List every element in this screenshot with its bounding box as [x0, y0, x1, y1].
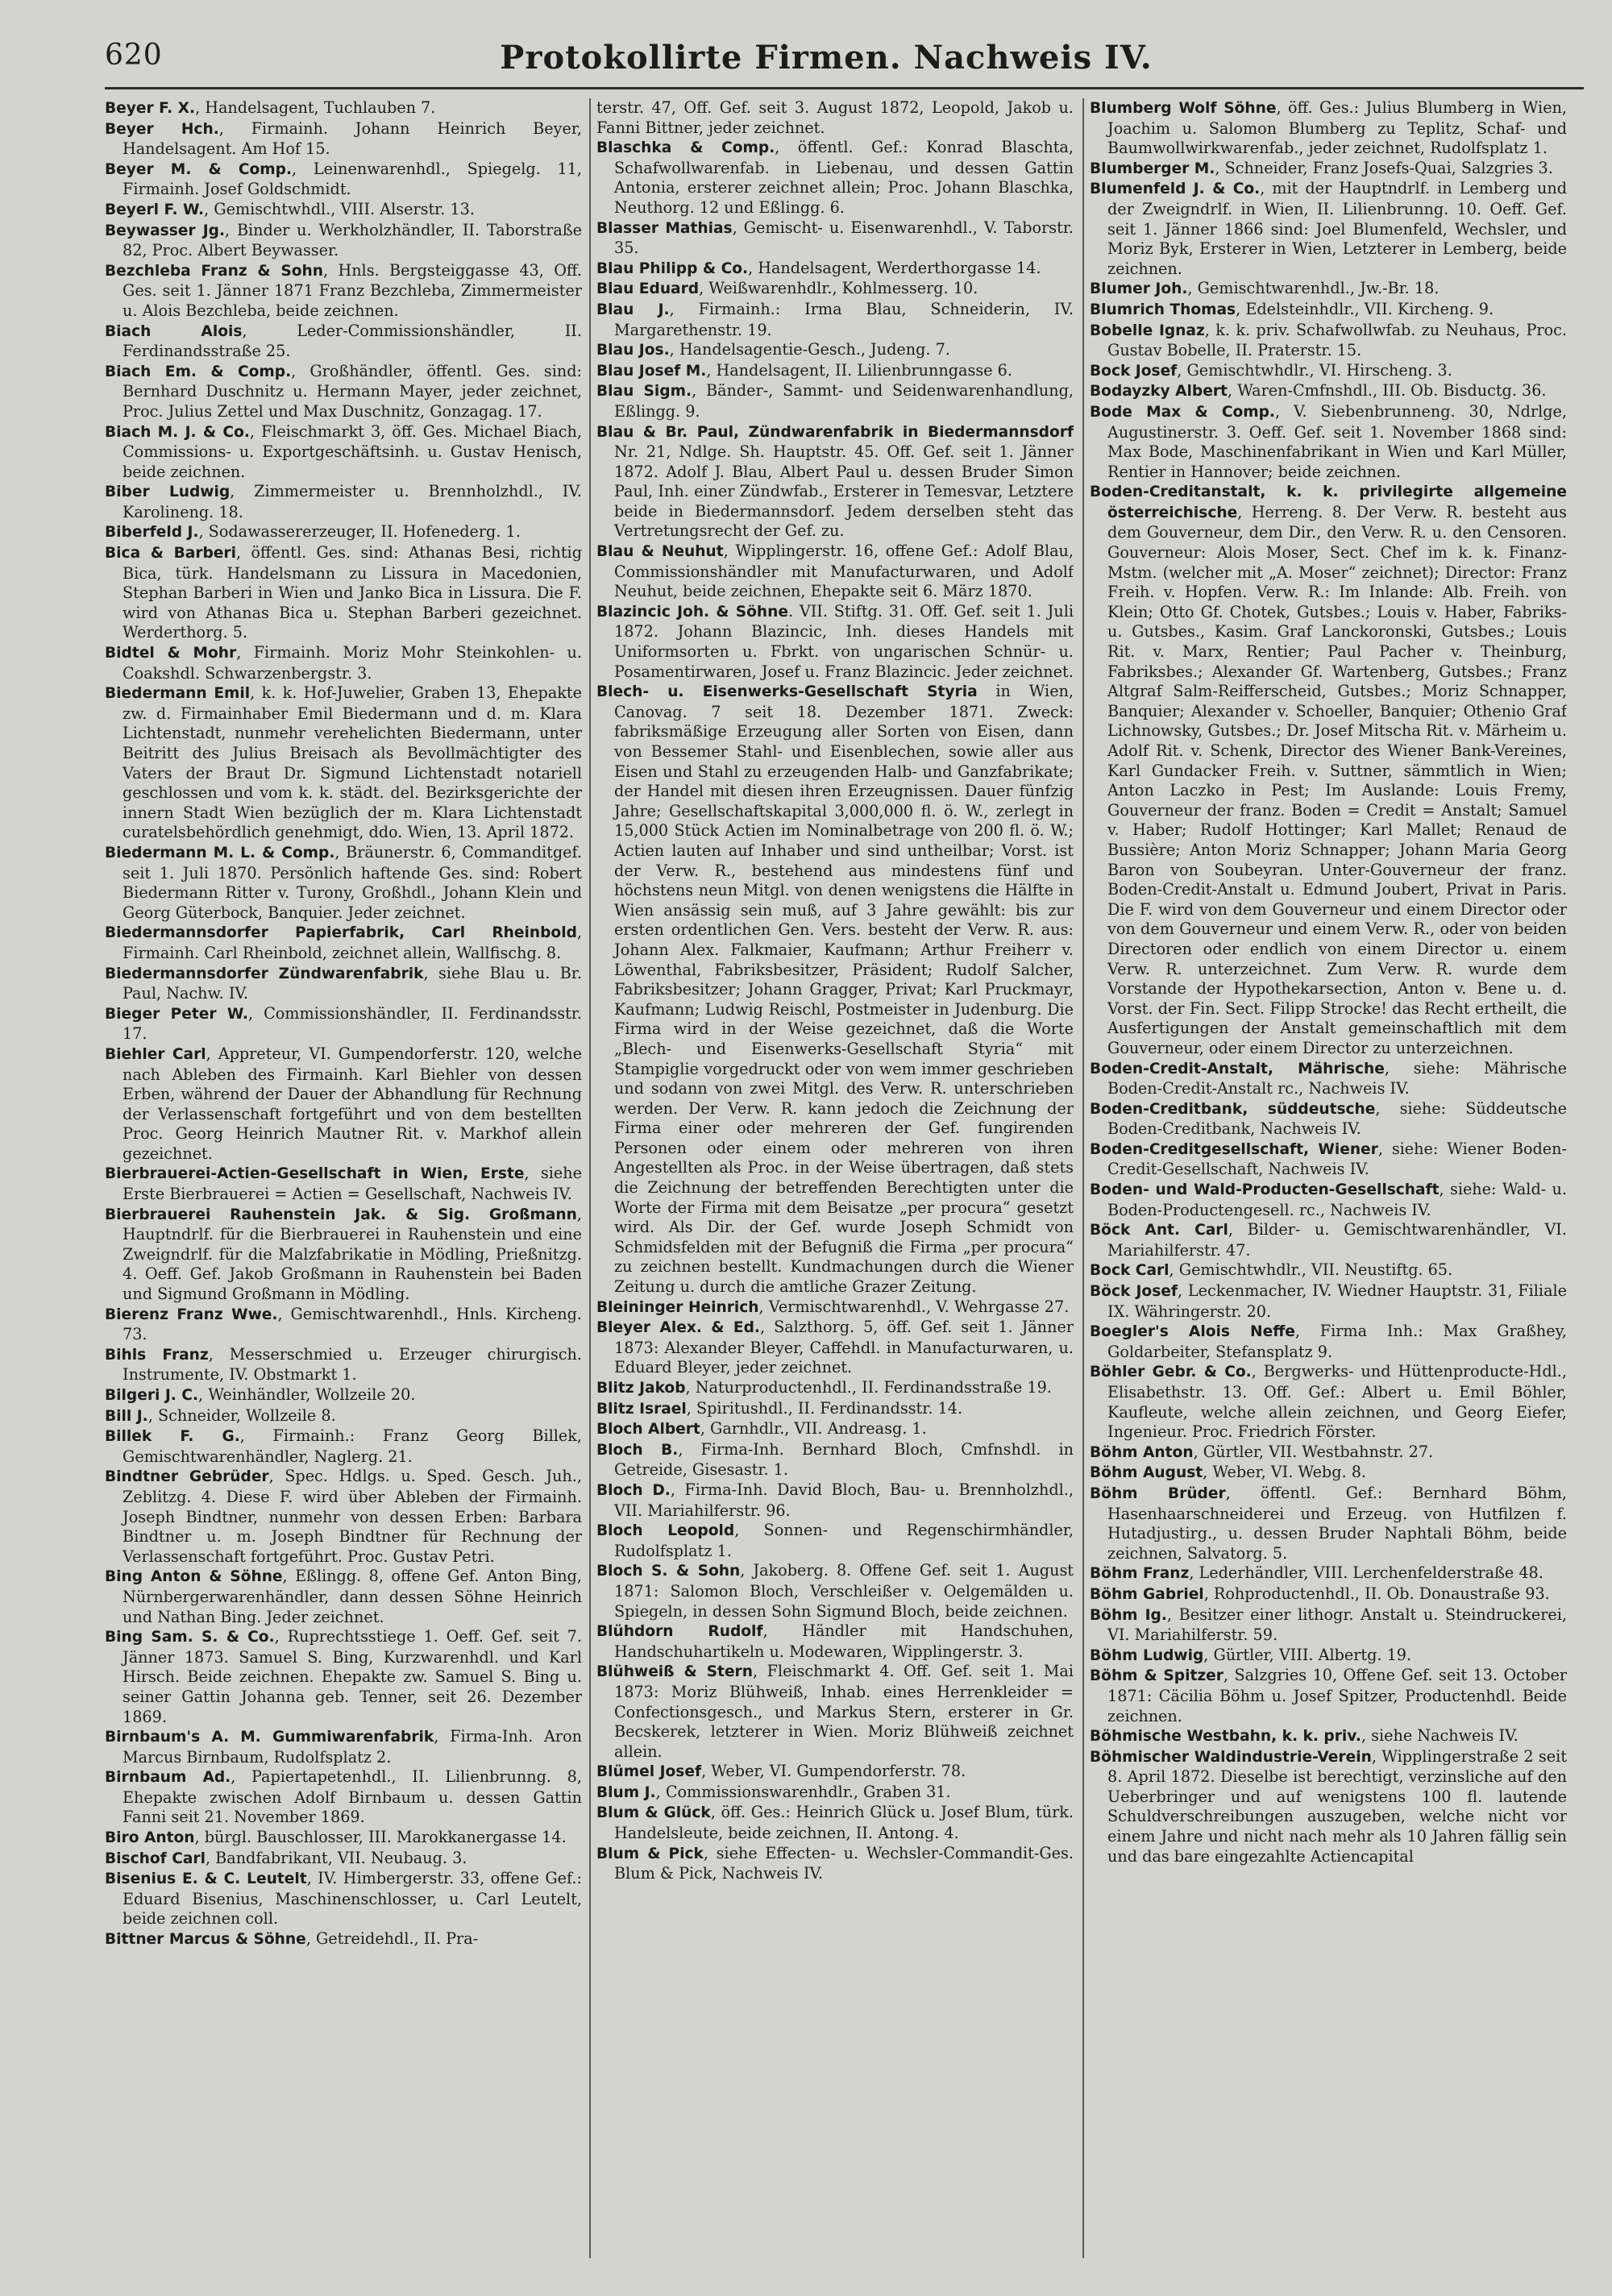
firm-details: , Eßlingg. 8, offene Gef. Anton Bing, Nürnbergerwarenhändler, dann dessen Söhne Heinrich und Nathan Bing. Jeder zeichnet.	[123, 1567, 582, 1626]
directory-entry	[105, 221, 582, 261]
firm-name: Bisenius E. & C. Leutelt	[105, 1870, 307, 1888]
firm-name: Bock Carl	[1090, 1262, 1170, 1280]
directory-entry	[1090, 1180, 1567, 1220]
firm-details: , Handelsagent, II. Lilienbrunngasse 6.	[706, 360, 1012, 380]
directory-entry	[596, 1561, 1074, 1621]
directory-entry	[105, 362, 582, 422]
directory-entry	[1090, 300, 1567, 321]
firm-name: Biach M. J. & Co.	[105, 423, 250, 441]
directory-entry	[596, 542, 1074, 602]
firm-details: , Waren-Cmfnshdl., III. Ob. Bisductg. 36.	[1227, 381, 1547, 401]
directory-entry	[596, 682, 1074, 1297]
firm-details: , Lederhändler, VIII. Lerchenfelderstraße 48.	[1189, 1563, 1543, 1583]
firm-details: , Gemischtwarenhdl., Hnls. Kircheng. 73.	[123, 1304, 582, 1344]
firm-details: , Edelsteinhdlr., VII. Kircheng. 9.	[1236, 299, 1494, 318]
firm-details: , siehe: Wiener Boden-Credit-Gesellschaft, Nachweis IV.	[1107, 1139, 1567, 1179]
firm-details: , Fleischmarkt 4. Off. Gef. seit 1. Mai 1873: Moriz Blühweiß, Inhab. eines Herrenkleider = Confectionsgesch., und Markus Stern, ersterer in Gr. Becskerek, letzterer in Wien. Moriz Blühweiß zeichnet allein.	[614, 1662, 1074, 1761]
firm-name: Blumenfeld J. & Co.	[1090, 181, 1261, 198]
directory-entry	[105, 1767, 582, 1828]
firm-name: Böhm Anton	[1090, 1443, 1194, 1461]
directory-entry	[1090, 1584, 1567, 1605]
firm-name: Böck Ant. Carl	[1090, 1222, 1228, 1239]
firm-name: Bezchleba Franz & Sohn	[105, 262, 324, 280]
firm-details: , siehe Effecten- u. Wechsler-Commandit-Ges. Blum & Pick, Nachweis IV.	[614, 1843, 1074, 1883]
directory-entry	[596, 1378, 1074, 1399]
firm-details: , V. Siebenbrunneng. 30, Ndrlge, Augustinerstr. 3. Oeff. Gef. seit 1. November 1868 sind: Max Bode, Maschinenfabrikant in Wien und Karl Müller, Rentier in Hannover; beide zeichnen.	[1107, 401, 1567, 481]
directory-entry	[596, 279, 1074, 300]
directory-entry	[596, 1783, 1074, 1804]
firm-details: , Wipplingerstr. 16, offene Gef.: Adolf Blau, Commissionshändler mit Manufacturwaren, und Adolf Neuhut, beide zeichnen, Ehepakte seit 6. März 1870.	[614, 542, 1074, 601]
firm-details: , Bergwerks- und Hüttenproducte-Hdl., Elisabethstr. 13. Off. Gef.: Albert u. Emil Böhler, Kaufleute, welche allein zeichnen, und Georg Eiefer, Ingenieur. Proc. Friedrich Förster.	[1107, 1362, 1567, 1442]
firm-name: Bischof Carl	[105, 1850, 206, 1867]
firm-details: , Sodawassererzeuger, II. Hofenederg. 1.	[198, 522, 521, 542]
directory-entry	[1090, 279, 1567, 300]
firm-name: Bing Anton & Söhne	[105, 1568, 283, 1586]
directory-entry	[596, 1762, 1074, 1783]
firm-name: Blau & Neuhut	[596, 543, 724, 561]
directory-entry	[596, 138, 1074, 218]
directory-entry	[1090, 1666, 1567, 1726]
directory-entry	[105, 1044, 582, 1165]
firm-details: , Firma-Inh. David Bloch, Bau- u. Brennholzhdl., VII. Mariahilferstr. 96.	[614, 1480, 1074, 1520]
directory-entry	[105, 1828, 582, 1849]
firm-details: , Leder-Commissionshändler, II. Ferdinandsstraße 25.	[123, 321, 582, 361]
directory-entry	[105, 200, 582, 221]
firm-details: , öffentl. Ges. sind: Athanas Besi, richtig Bica, türk. Handelsmann zu Lissura in Macedonien, Stephan Barberi in Wien und Janko Bica in Lissura. Die F. wird von Athanas Bica u. Stephan Barberi gezeichnet. Werderthorg. 5.	[123, 543, 582, 642]
firm-details: , Appreteur, VI. Gumpendorferstr. 120, welche nach Ableben des Firmainh. Karl Biehler von dessen Erben, während der Dauer der Abhandlung für Rechnung der Verlassenschaft fortgeführt und von dem bestellten Proc. Georg Heinrich Mautner Rit. v. Markhof allein gezeichnet.	[123, 1044, 582, 1163]
firm-details: , Getreidehdl., II. Pra-	[305, 1929, 479, 1949]
firm-details: , siehe: Mährische Boden-Credit-Anstalt rc., Nachweis IV.	[1107, 1058, 1567, 1098]
firm-name: Blumberger M.	[1090, 160, 1215, 177]
firm-details: , Ruprechtsstiege 1. Oeff. Gef. seit 7. Jänner 1873. Samuel S. Bing, Kurzwarenhdl. und Karl Hirsch. Beide zeichnen. Ehepakte zw. Samuel S. Bing u. seiner Gattin Johanna geb. Tenner, seit 26. Dezember 1869.	[123, 1627, 582, 1726]
firm-details: , Leinenwarenhdl., Spiegelg. 11, Firmainh. Josef Goldschmidt.	[123, 159, 582, 199]
firm-name: Blumrich Thomas	[1090, 301, 1236, 318]
firm-name: Biedermann M. L. & Comp.	[105, 844, 335, 862]
firm-name: Bittner Marcus & Söhne	[105, 1931, 306, 1949]
directory-entry	[596, 1844, 1074, 1884]
firm-details: , Leckenmacher, IV. Wiedner Hauptstr. 31, Filiale IX. Währingerstr. 20.	[1107, 1281, 1567, 1321]
directory-entry	[105, 643, 582, 683]
firm-name: Blech- u. Eisenwerks-Gesellschaft Styria	[596, 683, 978, 701]
firm-name: Bill J.	[105, 1407, 148, 1425]
firm-details: , mit der Hauptndrlf. in Lemberg und der Zweigndrlf. in Wien, II. Lilienbrunng. 10. Oeff. Gef. seit 1. Jänner 1866 sind: Joel Blumenfeld, Wechsler, und Moriz Byk, Ersterer in Wien, Letzterer in Lemberg, beide zeichnen.	[1107, 179, 1567, 278]
directory-entry	[1090, 1322, 1567, 1362]
directory-entry	[1090, 1059, 1567, 1099]
directory-entry	[105, 1205, 582, 1305]
directory-entry	[105, 522, 582, 543]
firm-details: , Firma Inh.: Max Graßhey, Goldarbeiter, Stefansplatz 9.	[1107, 1322, 1567, 1361]
firm-details: , Händler mit Handschuhen, Handschuhartikeln u. Modewaren, Wipplingerstr. 3.	[614, 1621, 1074, 1661]
firm-name: Beyerl F. W.	[105, 201, 205, 218]
directory-entry	[105, 1426, 582, 1467]
page-header	[105, 39, 1548, 79]
firm-name: Blasser Mathias	[596, 219, 733, 237]
directory-entry	[105, 160, 582, 200]
firm-details: , Spiritushdl., II. Ferdinandsstr. 14.	[686, 1398, 963, 1418]
column-divider	[589, 98, 591, 2258]
directory-entry	[596, 602, 1074, 682]
directory-entry	[596, 1318, 1074, 1378]
firm-details: , Weber, VI. Webg. 8.	[1203, 1463, 1366, 1482]
firm-details: , Schneider, Wollzeile 8.	[147, 1405, 336, 1425]
firm-name: Blum J.	[596, 1783, 656, 1801]
firm-details: . VII. Stiftg. 31. Off. Gef. seit 1. Juli 1872. Johann Blazincic, Inh. dieses Handels mit Uniformsorten u. Fbrkt. von ungarischen Schnür- u. Posamentirwaren, Josef u. Franz Blazincic. Jeder zeichnet.	[614, 601, 1074, 681]
directory-entry	[105, 1305, 582, 1345]
directory-entry	[1090, 361, 1567, 382]
firm-name: Bobelle Ignaz	[1090, 322, 1205, 339]
page-number: 620	[105, 39, 163, 72]
firm-name: Blitz Jakob	[596, 1380, 686, 1397]
firm-name: Boegler's Alois Neffe	[1090, 1323, 1295, 1341]
firm-name: Blum & Pick	[596, 1845, 704, 1862]
firm-name: Böhmische Westbahn, k. k. priv.	[1090, 1728, 1361, 1746]
directory-entry	[105, 1385, 582, 1406]
firm-name: Bierbrauerei Rauhenstein Jak. & Sig. Großmann	[105, 1206, 577, 1223]
firm-name: Beyer M. & Comp.	[105, 160, 293, 178]
firm-details: , Gemischtwhdlr., VI. Hirscheng. 3.	[1177, 360, 1452, 380]
directory-entry	[1090, 1747, 1567, 1867]
directory-entry	[1090, 381, 1567, 402]
directory-entry	[1090, 1463, 1567, 1484]
firm-name: Biberfeld J.	[105, 524, 199, 542]
firm-name: Bindtner Gebrüder	[105, 1468, 269, 1486]
firm-name: Bilgeri J. C.	[105, 1387, 199, 1404]
firm-details: , Messerschmied u. Erzeuger chirurgisch. Instrumente, IV. Obstmarkt 1.	[123, 1344, 582, 1385]
directory-entry	[105, 1567, 582, 1627]
directory-entry	[596, 340, 1074, 361]
firm-name: Bloch Albert	[596, 1421, 700, 1439]
firm-details: , Handelsagent, Tuchlauben 7.	[195, 98, 436, 117]
firm-details: , Naturproductenhdl., II. Ferdinandsstraße 19.	[685, 1378, 1052, 1397]
firm-details: , Bräunerstr. 6, Commanditgef. seit 1. Juli 1870. Persönlich haftende Ges. sind: Robert Biedermann Ritter v. Turony, Großhdl., Johann Klein und Georg Güterbock, Banquier. Jeder zeichnet.	[123, 842, 582, 922]
directory-entry	[105, 1467, 582, 1567]
firm-name: Biehler Carl	[105, 1045, 206, 1063]
firm-details: , Gürtler, VII. Westbahnstr. 27.	[1193, 1442, 1434, 1461]
firm-details: , Spec. Hdlgs. u. Sped. Gesch. Juh., Zeblitzg. 4. Diese F. wird über Ableben der Firmainh. Joseph Bindtner, nunmehr von dessen Erben: Barbara Bindtner u. m. Joseph Bindtner für Rechnung der Verlassenschaft fortgeführt. Proc. Gustav Petri.	[123, 1467, 582, 1566]
firm-details: , Gemischtwarenhdl., Jw.-Br. 18.	[1187, 279, 1440, 298]
firm-name: Blühweiß & Stern	[596, 1663, 753, 1681]
firm-details: , siehe Erste Bierbrauerei = Actien = Gesellschaft, Nachweis IV.	[123, 1164, 582, 1204]
directory-entry	[1090, 482, 1567, 1058]
directory-entry	[1090, 1099, 1567, 1140]
firm-name: Biach Em. & Comp.	[105, 363, 292, 380]
directory-entry	[596, 1803, 1074, 1843]
firm-details: , öff. Ges.: Heinrich Glück u. Josef Blum, türk. Handelsleute, beide zeichnen, II. Antong. 4.	[614, 1803, 1074, 1843]
firm-name: Bing Sam. S. & Co.	[105, 1629, 275, 1646]
directory-entry	[1090, 179, 1567, 279]
firm-name: Bierenz Franz Wwe.	[105, 1306, 278, 1323]
firm-name: Bloch S. & Sohn	[596, 1563, 741, 1580]
column-right	[1090, 98, 1567, 2258]
firm-name: Blau Josef M.	[596, 362, 707, 380]
firm-details: , k. k. priv. Schafwollwfab. zu Neuhaus, Proc. Gustav Bobelle, II. Praterstr. 15.	[1107, 320, 1567, 360]
firm-name: Blum & Glück	[596, 1804, 711, 1822]
firm-name: Blau Sigm.	[596, 383, 692, 401]
firm-details: , öffentl. Gef.: Bernhard Böhm, Hasenhaarschneiderei und Erzeug. von Hutfilzen f. Hutadjustirg., u. dessen Bruder Naphtali Böhm, beide zeichnen, Salvatorg. 5.	[1107, 1483, 1567, 1563]
firm-details: , öff. Ges.: Julius Blumberg in Wien, Joachim u. Salomon Blumberg zu Teplitz, Schaf- und Baumwollwirkwarenfab., jeder zeichnet, Rudolfsplatz 1.	[1107, 98, 1567, 158]
firm-name: Birnbaum's A. M. Gummiwarenfabrik	[105, 1729, 434, 1746]
firm-name: Biedermannsdorfer Papierfabrik, Carl Rheinbold	[105, 924, 577, 942]
firm-details: , Salzgries 10, Offene Gef. seit 13. October 1871: Cäcilia Böhm u. Josef Spitzer, Productenhdl. Beide zeichnen.	[1107, 1666, 1567, 1725]
directory-entry	[1090, 1281, 1567, 1322]
firm-details: , Binder u. Werkholzhändler, II. Taborstraße 82, Proc. Albert Beywasser.	[123, 220, 582, 260]
firm-details: , Herreng. 8. Der Verw. R. besteht aus dem Gouverneur, dem Dir., den Verw. R. u. den Censoren. Gouverneur: Alois Moser, Sect. Chef im k. k. Finanz-Mstm. (welcher mit „A. Moser“ zeichnet); Director: Franz Freih. v. Hopfen. Verw. R.: Im Inlande: Alb. Freih. von Klein; Otto Gf. Chotek, Gutsbes.; Louis v. Haber, Fabriks- u. Gutsbes., Kasim. Graf Lanckoronski, Gutsbes.; Louis Rit. v. Marx, Rentier; Paul Pacher v. Theinburg, Fabriksbes.; Alexander Gf. Wartenberg, Gutsbes.; Franz Altgraf Salm-Reifferscheid, Gutsbes.; Moriz Schnapper, Banquier; Alexander v. Schoeller, Banquier; Othenio Graf Lichnowsky, Gutsbes.; Dr. Josef Mitscha Rit. v. Märheim u. Adolf Rit. v. Schenk, Director des Wiener Bank-Vereines, Karl Gundacker Freih. v. Suttner, sämmtlich in Wien; Anton Laczko in Pest; Im Auslande: Louis Fremy, Gouverneur der franz. Boden = Credit = Anstalt; Samuel v. Haber; Rudolf Hottinger; Karl Mallet; Renaud de Bussière; Anton Moriz Schnapper; Johann Maria Georg Baron von Soubeyran. Unter-Gouverneur der franz. Boden-Credit-Anstalt u. Edmund Joubert, Privat in Paris. Die F. wird von dem Gouverneur und einem Director oder von dem Gouverneur und einem Verw. R., oder von beiden Directoren oder endlich von einem Director u. einem Verw. R. unterzeichnet. Zum Verw. R. wurde dem Vorstande der Hypothekarsection, Anton v. Bene u. d. Vorst. der Fin. Sect. Filipp Strocke! das Recht ertheilt, die Ausfertigungen der Anstalt gemeinschaftlich mit dem Gouverneur, oder einem Director zu unterzeichnen.	[1107, 502, 1567, 1057]
firm-name: Biach Alois	[105, 322, 243, 340]
directory-entry	[105, 543, 582, 643]
directory-entry	[596, 98, 1074, 138]
directory-entry	[105, 683, 582, 843]
firm-details: , Gürtler, VIII. Albertg. 19.	[1203, 1645, 1412, 1664]
firm-details: , Firmainh. Moriz Mohr Steinkohlen- u. Coakshdl. Schwarzenbergstr. 3.	[123, 643, 582, 683]
directory-entry	[596, 218, 1074, 259]
directory-entry	[1090, 1646, 1567, 1667]
firm-details: , Bilder- u. Gemischtwarenhändler, VI. Mariahilferstr. 47.	[1107, 1220, 1567, 1260]
firm-details: , k. k. Hof-Juwelier, Graben 13, Ehepakte zw. d. Firmainhaber Emil Biedermann und d. m. Klara Lichtenstadt, nunmehr verehelichten Biedermann, unter Beitritt des Julius Breisach als Bevollmächtigter des Vaters der Braut Dr. Sigmund Lichtenstadt notariell geschlossen und vom k. k. städt. del. Bezirksgerichte der innern Stadt Wien bezüglich der m. Klara Lichtenstadt curatelsbehördlich genehmigt, ddo. Wien, 13. April 1872.	[123, 683, 582, 842]
firm-name: Bleininger Heinrich	[596, 1298, 759, 1316]
firm-details: , Rohproductenhdl., II. Ob. Donaustraße 93.	[1203, 1584, 1550, 1603]
firm-name: Boden-Credit-Anstalt, Mährische	[1090, 1060, 1385, 1077]
directory-entry	[105, 322, 582, 362]
firm-details: , Jakoberg. 8. Offene Gef. seit 1. August 1871: Salomon Bloch, Verschleißer v. Oelgemälden u. Spiegeln, in dessen Sohn Sigmund Bloch, beide zeichnen.	[614, 1561, 1074, 1621]
firm-name: Biedermannsdorfer Zündwarenfabrik	[105, 965, 424, 982]
directory-entry	[105, 1004, 582, 1044]
directory-entry	[596, 1662, 1074, 1762]
firm-name: Böhm August	[1090, 1464, 1203, 1482]
firm-details: , Handelsagentie-Gesch., Judeng. 7.	[669, 340, 950, 359]
directory-entry	[105, 1727, 582, 1767]
firm-details: , Firma-Inh. Bernhard Bloch, Cmfnshdl. in Getreide, Gisesastr. 1.	[614, 1439, 1074, 1480]
firm-name: Biro Anton	[105, 1829, 195, 1847]
firm-details: , Bänder-, Sammt- und Seidenwarenhandlung, Eßlingg. 9.	[614, 381, 1074, 421]
directory-entry	[596, 1521, 1074, 1561]
column-left	[105, 98, 582, 2258]
directory-entry	[105, 98, 582, 119]
directory-entry	[105, 964, 582, 1004]
firm-details: , Firmainh. Johann Heinrich Beyer, Handelsagent. Am Hof 15.	[123, 118, 582, 159]
directory-entry	[596, 1440, 1074, 1480]
directory-entry	[105, 119, 582, 160]
firm-name: Bieger Peter W.	[105, 1005, 248, 1023]
firm-details: , Weinhändler, Wollzeile 20.	[198, 1385, 416, 1404]
directory-entry	[596, 259, 1074, 280]
firm-name: Böhm & Spitzer	[1090, 1667, 1224, 1685]
directory-entry	[1090, 402, 1567, 482]
firm-details: , Gemischtwhdl., VIII. Alserstr. 13.	[204, 199, 475, 218]
directory-entry	[1090, 1220, 1567, 1260]
firm-name: Bloch B.	[596, 1441, 679, 1459]
firm-details: , Weber, VI. Gumpendorferstr. 78.	[701, 1762, 966, 1781]
firm-details: in Wien, Canovag. 7 seit 18. Dezember 1871. Zweck: fabriksmäßige Erzeugung aller Sorten von Eisen, dann von Bessemer Stahl- und Eisenblechen, sowie aller aus Eisen und Stahl zu erzeugenden Halb- und Ganzfabrikate; der Handel mit diesen ihren Erzeugnissen. Dauer fünfzig Jahre; Gesellschaftskapital 3,000,000 fl. ö. W., zerlegt in 15,000 Stück Actien im Nominalbetrage von 200 fl. ö. W.; Actien lauten auf Inhaber und sind untheilbar; Vorst. ist der Verw. R., bestehend aus mindestens fünf und höchstens neun Mitgl. von denen wenigstens die Hälfte in Wien ansässig sein muß, auf 3 Jahre gewählt: bis zur ersten ordentlichen Gen. Vers. besteht der Verw. R. aus: Johann Alex. Falkmaier, Kaufmann; Arthur Freiherr v. Löwenthal, Fabriksbesitzer, Präsident; Rudolf Salcher, Fabriksbesitzer; Johann Gragger, Privat; Karl Pruckmayr, Kaufmann; Ludwig Reischl, Postmeister in Judenburg. Die Firma wird in der Weise gezeichnet, daß die Worte „Blech- und Eisenwerks-Gesellschaft Styria“ mit Stampiglie vorgedruckt oder von wem immer geschrieben und sodann von zwei Mitgl. des Verw. R. unterschrieben werden. Der Verw. R. kann jedoch die Zeichnung der Firma einer oder mehreren der Gef. fungirenden Personen oder einem oder mehreren von ihren Angestellten als Proc. in der Weise übertragen, daß stets die Zeichnung der betreffenden Berechtigten unter die Worte der Firma mit dem Beisatze „per procura“ gesetzt wird. Als Dir. der Gef. wurde Joseph Schmidt von Schmidsfelden mit der Befugniß die Firma „per procura“ zu zeichnen bestellt. Kundmachungen durch die Wiener Zeitung u. durch die amtliche Grazer Zeitung.	[614, 682, 1074, 1297]
directory-entry	[105, 843, 582, 923]
firm-name: Blumberg Wolf Söhne	[1090, 100, 1277, 117]
directory-entry	[1090, 159, 1567, 180]
directory-entry	[596, 300, 1074, 340]
firm-details: , Firmainh. Carl Rheinbold, zeichnet allein, Wallfischg. 8.	[123, 923, 582, 962]
firm-details: , Großhändler, öffentl. Ges. sind: Bernhard Duschnitz u. Hermann Mayer, jeder zeichnet, Proc. Julius Zettel und Max Duschnitz, Gonzagag. 17.	[123, 361, 582, 421]
header-rule	[105, 87, 1584, 89]
firm-details: terstr. 47, Off. Gef. seit 3. August 1872, Leopold, Jakob u. Fanni Bittner, jeder zeichnet.	[596, 98, 1074, 137]
firm-name: Blümel Josef	[596, 1763, 702, 1781]
firm-name: Böhmischer Waldindustrie-Verein	[1090, 1748, 1372, 1766]
directory-entry	[105, 422, 582, 483]
firm-details: , Vermischtwarenhdl., V. Wehrgasse 27.	[758, 1297, 1070, 1316]
firm-name: Birnbaum Ad.	[105, 1769, 231, 1787]
firm-name: Böhler Gebr. & Co.	[1090, 1364, 1252, 1381]
firm-details: , Gemischt- u. Eisenwarenhdl., V. Taborstr. 35.	[614, 218, 1074, 258]
firm-details: , Handelsagent, Werderthorgasse 14.	[748, 258, 1041, 277]
firm-name: Bode Max & Comp.	[1090, 403, 1275, 421]
firm-details: , Hauptndrlf. für die Bierbrauerei in Rauhenstein und eine Zweigndrlf. für die Malzfabrikatie in Mödling, Prießnitzg. 4. Oeff. Gef. Jakob Großmann in Rauhenstein bei Baden und Sigmund Großmann in Mödling.	[123, 1204, 582, 1304]
firm-name: Böhm Ludwig	[1090, 1646, 1204, 1664]
text-columns	[105, 98, 1584, 2258]
firm-details: , Salzthorg. 5, öff. Gef. seit 1. Jänner 1873: Alexander Bleyer, Caffehdl. in Manufacturwaren, u. Eduard Bleyer, jeder zeichnet.	[614, 1318, 1074, 1377]
firm-name: Boden- und Wald-Producten-Gesellschaft	[1090, 1181, 1440, 1199]
firm-details: , Wipplingerstraße 2 seit 8. April 1872. Dieselbe ist berechtigt, verzinsliche auf den Ueberbringer und auf wenigstens 100 fl. lautende Schuldverschreibungen auszugeben, welche nicht vor einem Jahre und nicht nach mehr als 10 Jahren fällig sein und das bare eingezahlte Actiencapital	[1107, 1746, 1567, 1866]
firm-name: Blau Jos.	[596, 342, 670, 359]
firm-name: Bock Josef	[1090, 362, 1178, 380]
directory-entry	[1090, 321, 1567, 361]
directory-entry	[596, 381, 1074, 421]
firm-name: Bihls Franz	[105, 1346, 209, 1364]
firm-details: , Bandfabrikant, VII. Neubaug. 3.	[205, 1848, 467, 1867]
directory-entry	[1090, 1140, 1567, 1180]
firm-name: Böck Josef	[1090, 1283, 1178, 1301]
firm-name: Beyer F. X.	[105, 100, 196, 117]
firm-details: , Besitzer einer lithogr. Anstalt u. Steindruckerei, VI. Mariahilferstr. 59.	[1107, 1605, 1567, 1645]
firm-name: Blau & Br. Paul, Zündwarenfabrik in Biedermannsdorf	[596, 423, 1074, 441]
firm-name: Böhm Gabriel	[1090, 1585, 1204, 1603]
directory-entry	[105, 1164, 582, 1204]
directory-entry	[1090, 1726, 1567, 1747]
firm-name: Blau J.	[596, 301, 670, 318]
directory-entry	[1090, 1362, 1567, 1442]
running-title: Protokollirte Firmen. Nachweis IV.	[500, 39, 1153, 77]
directory-entry	[596, 1621, 1074, 1662]
firm-name: Böhm Brüder	[1090, 1484, 1226, 1502]
firm-name: Böhm Franz	[1090, 1565, 1190, 1583]
directory-entry	[1090, 1563, 1567, 1584]
firm-details: , Fleischmarkt 3, öff. Ges. Michael Biach, Commissions- u. Exportgeschäftsinh. u. Gustav Henisch, beide zeichnen.	[123, 421, 582, 481]
directory-entry	[596, 1399, 1074, 1420]
column-middle	[596, 98, 1074, 2258]
firm-name: Biedermann Emil	[105, 685, 251, 703]
firm-details: , Zimmermeister u. Brennholzhdl., IV. Karolineng. 18.	[123, 482, 582, 521]
directory-entry	[1090, 1260, 1567, 1281]
firm-name: Bica & Barberi	[105, 545, 236, 563]
firm-name: Beyer Hch.	[105, 120, 219, 138]
firm-details: , siehe Nachweis IV.	[1361, 1726, 1519, 1746]
firm-name: Billek F. G.	[105, 1428, 240, 1446]
firm-name: Bloch D.	[596, 1481, 671, 1499]
column-divider	[1082, 98, 1084, 2258]
firm-details: , Firmainh.: Franz Georg Billek, Gemischtwarenhändler, Naglerg. 21.	[123, 1426, 582, 1466]
firm-name: Bierbrauerei-Actien-Gesellschaft in Wien, Erste	[105, 1165, 525, 1183]
firm-details: , Garnhdlr., VII. Andreasg. 1.	[700, 1419, 927, 1439]
directory-entry	[105, 1627, 582, 1727]
firm-name: Bidtel & Mohr	[105, 645, 237, 662]
firm-name: Boden-Creditbank, süddeutsche	[1090, 1100, 1376, 1118]
firm-name: Boden-Creditgesellschaft, Wiener	[1090, 1140, 1378, 1158]
directory-entry	[105, 1406, 582, 1427]
firm-name: Blumer Joh.	[1090, 280, 1188, 298]
directory-entry	[1090, 1443, 1567, 1464]
firm-name: Blau Philipp & Co.	[596, 259, 749, 277]
firm-name: Biber Ludwig	[105, 484, 231, 501]
firm-details: , IV. Himbergerstr. 33, offene Gef.: Eduard Bisenius, Maschinenschlosser, u. Carl Leutelt, beide zeichnen coll.	[123, 1869, 582, 1929]
directory-entry	[596, 1297, 1074, 1318]
directory-entry	[105, 261, 582, 322]
firm-name: Böhm Ig.	[1090, 1606, 1167, 1624]
firm-name: Bloch Leopold	[596, 1522, 735, 1540]
directory-entry	[105, 482, 582, 522]
directory-entry	[596, 1480, 1074, 1521]
firm-details: , bürgl. Bauschlosser, III. Marokkanergasse 14.	[194, 1828, 567, 1847]
firm-details: , siehe Blau u. Br. Paul, Nachw. IV.	[123, 963, 582, 1003]
firm-details: , siehe: Süddeutsche Boden-Creditbank, Nachweis IV.	[1107, 1098, 1567, 1139]
firm-details: , Commissionshändler, II. Ferdinandsstr. 17.	[123, 1003, 582, 1044]
directory-entry	[1090, 1605, 1567, 1646]
firm-name: Boden-Creditanstalt, k. k. privilegirte allgemeine österreichische	[1090, 484, 1567, 521]
firm-name: Beywasser Jg.	[105, 222, 226, 239]
directory-entry	[105, 923, 582, 963]
firm-details: , Sonnen- und Regenschirmhändler, Rudolfsplatz 1.	[614, 1521, 1074, 1560]
firm-details: , Hnls. Bergsteiggasse 43, Off. Ges. seit 1. Jänner 1871 Franz Bezchleba, Zimmermeister u. Alois Bezchleba, beide zeichnen.	[123, 260, 582, 320]
firm-details: , Firma-Inh. Aron Marcus Birnbaum, Rudolfsplatz 2.	[123, 1727, 582, 1767]
firm-details: , Firmainh.: Irma Blau, Schneiderin, IV. Margarethenstr. 19.	[614, 299, 1074, 339]
firm-details: , Gemischtwhdlr., VII. Neustiftg. 65.	[1169, 1260, 1453, 1280]
directory-entry	[596, 422, 1074, 542]
directory-entry	[596, 1419, 1074, 1440]
directory-entry	[596, 361, 1074, 382]
firm-details: , öffentl. Gef.: Konrad Blaschta, Schafwollwarenfab. in Liebenau, und dessen Gattin Antonia, ersterer zeichnet allein; Proc. Johann Blaschka, Neuthorg. 12 und Eßlingg. 6.	[614, 138, 1074, 217]
firm-details: Nr. 21, Ndlge. Sh. Hauptstr. 45. Off. Gef. seit 1. Jänner 1872. Adolf J. Blau, Albert Paul u. dessen Bruder Simon Paul, Inh. einer Zündwfab., Ersterer in Temesvar, Letztere beide in Biedermannsdorf. Jedem derselben steht das Vertretungsrecht der Gef. zu.	[614, 442, 1074, 541]
firm-name: Blaschka & Comp.	[596, 139, 775, 157]
firm-details: , Schneider, Franz Josefs-Quai, Salzgries 3.	[1215, 158, 1553, 177]
directory-entry	[1090, 98, 1567, 159]
firm-details: , Papiertapetenhdl., II. Lilienbrunng. 8, Ehepakte zwischen Adolf Birnbaum u. dessen Gattin Fanni seit 21. November 1869.	[123, 1767, 582, 1827]
firm-name: Blau Eduard	[596, 280, 700, 298]
directory-entry	[105, 1345, 582, 1385]
firm-details: , siehe: Wald- u. Boden-Productengesell. rc., Nachweis IV.	[1107, 1180, 1567, 1219]
directory-entry	[105, 1929, 582, 1950]
directory-entry	[105, 1869, 582, 1929]
directory-entry	[105, 1849, 582, 1870]
directory-entry	[1090, 1484, 1567, 1563]
firm-name: Blühdorn Rudolf	[596, 1623, 763, 1641]
firm-name: Bleyer Alex. & Ed.	[596, 1319, 760, 1337]
firm-name: Bodayzky Albert	[1090, 383, 1228, 401]
firm-details: , Weißwarenhdlr., Kohlmesserg. 10.	[699, 279, 978, 298]
firm-name: Blazincic Joh. & Söhne	[596, 603, 788, 621]
firm-name: Blitz Israel	[596, 1400, 687, 1418]
firm-details: , Commissionswarenhdlr., Graben 31.	[655, 1782, 951, 1801]
